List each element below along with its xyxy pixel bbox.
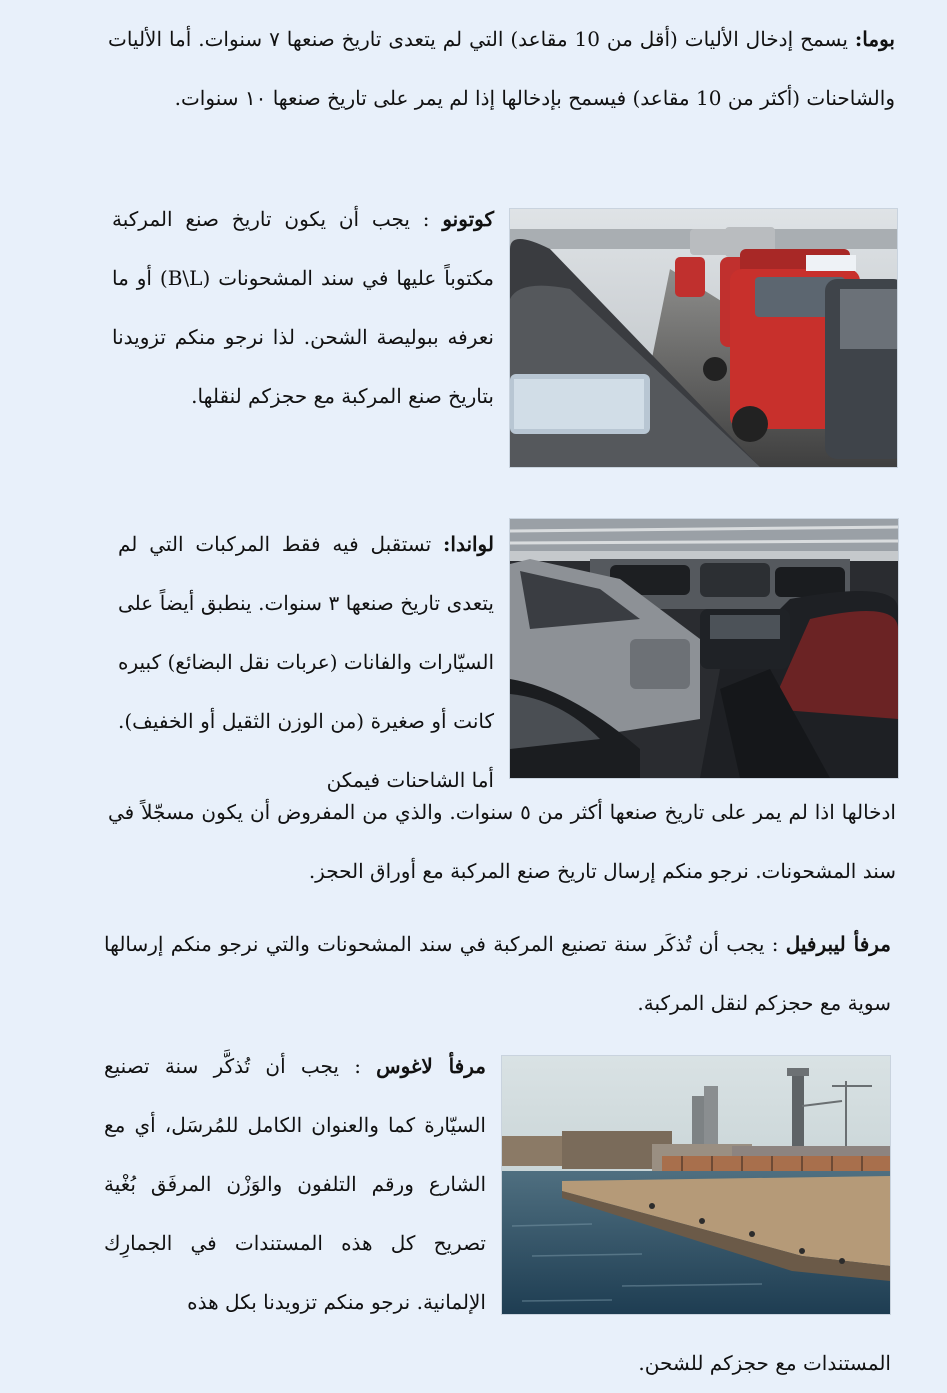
harbor-photo: [501, 1055, 891, 1315]
lagos-paragraph: [104, 1037, 486, 1332]
boma-text: يسمح إدخال الأليات (أقل من 10 مقاعد) التي لم يتعدى تاريخ صنعها ٧ سنوات. أما الأليات والشاحنات (أكثر من 10 مقاعد) فيسمح بإدخالها إذا لم يمر على تاريخ صنعها ١٠ سنوات.: [108, 27, 895, 110]
luanda-label: لواندا:: [443, 532, 494, 556]
luanda-paragraph: [118, 515, 494, 810]
lagos-continuation-text: المستندات مع حجزكم للشحن.: [638, 1351, 891, 1375]
cotonou-label: كوتونو: [442, 207, 494, 231]
lagos-label: مرفأ لاغوس: [376, 1054, 486, 1078]
cotonou-text: : يجب أن يكون تاريخ صنع المركبة مكتوباً عليها في سند المشحونات (B\L) أو ما نعرفه ببوليصة الشحن. لذا نرجو منكم تزويدنا بتاريخ صنع المركبة مع حجزكم لنقلها.: [112, 207, 494, 408]
liverpool-text: : يجب أن تُذكَر سنة تصنيع المركبة في سند المشحونات والتي نرجو منكم إرسالها سوية مع حجزكم لنقل المركبة.: [104, 932, 891, 1015]
boma-paragraph: [108, 10, 895, 128]
liverpool-paragraph: [104, 915, 891, 1033]
lagos-continuation: [104, 1334, 891, 1393]
cotonou-paragraph: [112, 190, 494, 426]
garage-cars-photo: [509, 518, 899, 779]
luanda-continuation: [108, 783, 896, 901]
parked-cars-photo: [509, 208, 898, 468]
lagos-text: : يجب أن تُذكَّر سنة تصنيع السيّارة كما والعنوان الكامل للمُرسَل، أي مع الشارع ورقم التلفون والوَزْن المرفَق بُغْية تصريح كل هذه المستندات في الجمارِك الإلمانية. نرجو منكم تزويدنا بكل هذه: [104, 1054, 486, 1314]
luanda-continuation-text: ادخالها اذا لم يمر على تاريخ صنعها أكثر من ٥ سنوات. والذي من المفروض أن يكون مسجّلاً في سند المشحونات. نرجو منكم إرسال تاريخ صنع المركبة مع أوراق الحجز.: [108, 800, 896, 883]
luanda-text: تستقبل فيه فقط المركبات التي لم يتعدى تاريخ صنعها ٣ سنوات. ينطبق أيضاً على السيّارات والفانات (عربات نقل البضائع) كبيره كانت أو صغيرة (من الوزن الثقيل أو الخفيف). أما الشاحنات فيمكن: [118, 532, 494, 792]
liverpool-label: مرفأ ليبرفيل: [785, 932, 891, 956]
boma-label: بوما:: [854, 27, 895, 51]
